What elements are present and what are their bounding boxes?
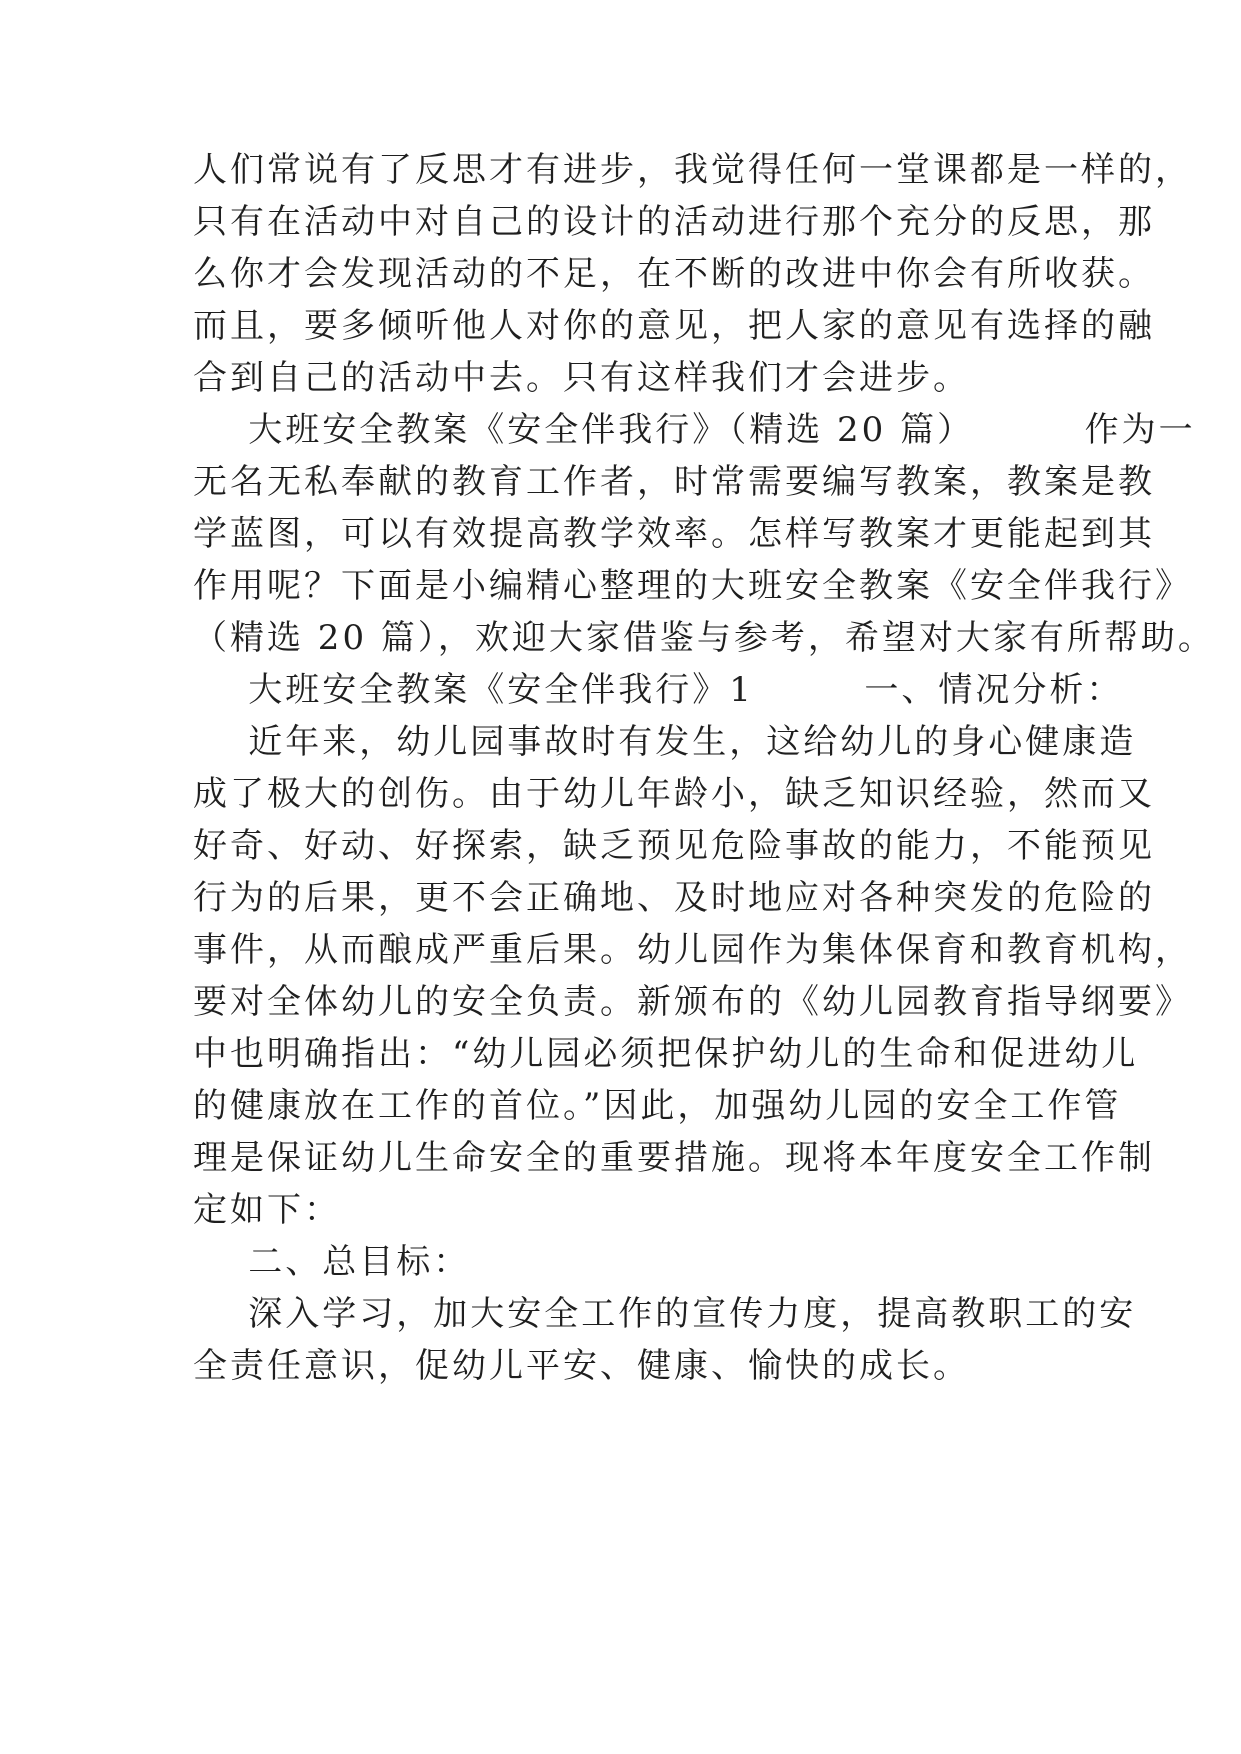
- text-line: 大班安全教案《安全伴我行》1 一、情况分析：: [193, 670, 1124, 710]
- text-line: 的健康放在工作的首位。”因此，加强幼儿园的安全工作管: [193, 1086, 1122, 1126]
- text-line: 而且，要多倾听他人对你的意见，把人家的意见有选择的融: [193, 306, 1155, 346]
- text-line: 只有在活动中对自己的设计的活动进行那个充分的反思，那: [193, 202, 1155, 242]
- text-line: 大班安全教案《安全伴我行》（精选 20 篇） 作为一: [193, 410, 1196, 450]
- text-line: 么你才会发现活动的不足，在不断的改进中你会有所收获。: [193, 254, 1155, 294]
- text-line: 中也明确指出：“幼儿园必须把保护幼儿的生命和促进幼儿: [193, 1034, 1139, 1074]
- text-line: 合到自己的活动中去。只有这样我们才会进步。: [193, 358, 970, 398]
- text-line: 近年来，幼儿园事故时有发生，这给幼儿的身心健康造: [193, 722, 1137, 762]
- text-line: 无名无私奉献的教育工作者，时常需要编写教案，教案是教: [193, 462, 1155, 502]
- text-line: 全责任意识，促幼儿平安、健康、愉快的成长。: [193, 1346, 970, 1386]
- text-line: 理是保证幼儿生命安全的重要措施。现将本年度安全工作制: [193, 1138, 1155, 1178]
- text-line: 事件，从而酿成严重后果。幼儿园作为集体保育和教育机构，: [193, 930, 1192, 970]
- text-line: 行为的后果，更不会正确地、及时地应对各种突发的危险的: [193, 878, 1155, 918]
- text-line: 学蓝图，可以有效提高教学效率。怎样写教案才更能起到其: [193, 514, 1155, 554]
- text-line: 好奇、好动、好探索，缺乏预见危险事故的能力，不能预见: [193, 826, 1155, 866]
- text-line: （精选 20 篇），欢迎大家借鉴与参考，希望对大家有所帮助。: [193, 618, 1215, 658]
- text-line: 要对全体幼儿的安全负责。新颁布的《幼儿园教育指导纲要》: [193, 982, 1192, 1022]
- text-line: 二、总目标：: [193, 1242, 471, 1282]
- text-line: 人们常说有了反思才有进步，我觉得任何一堂课都是一样的，: [193, 150, 1192, 190]
- text-line: 作用呢？下面是小编精心整理的大班安全教案《安全伴我行》: [193, 566, 1192, 606]
- text-line: 定如下：: [193, 1190, 341, 1230]
- text-line: 深入学习，加大安全工作的宣传力度，提高教职工的安: [193, 1294, 1137, 1334]
- text-line: 成了极大的创伤。由于幼儿年龄小，缺乏知识经验，然而又: [193, 774, 1155, 814]
